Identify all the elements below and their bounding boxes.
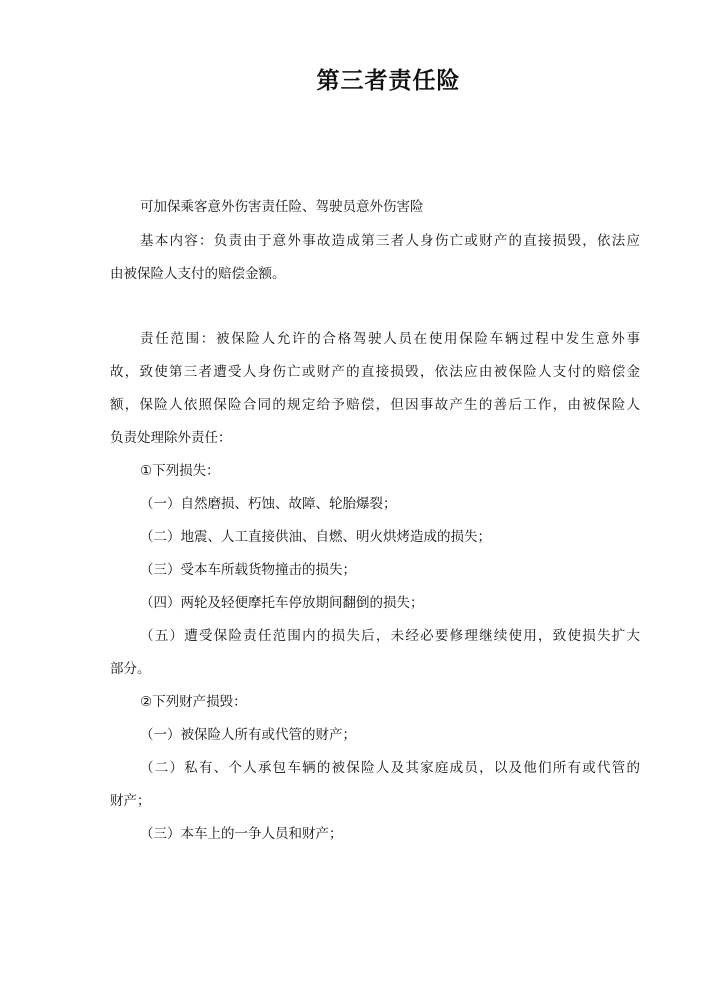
paragraph-line: 由被保险人支付的赔偿金额。 [110, 266, 286, 282]
list-item: （三）本车上的一争人员和财产； [140, 826, 343, 842]
paragraph-line-text: 责任范围：被保险人允许的合格驾驶人员在使用保险车辆过程中发生意外事 [140, 331, 640, 347]
list-item [140, 626, 640, 646]
paragraph-line: 负责处理除外责任： [110, 430, 232, 446]
page-title: 第三者责任险 [316, 68, 461, 94]
list-item [140, 758, 640, 778]
paragraph-line: 可加保乘客意外伤害责任险、驾驶员意外伤害险 [140, 199, 424, 215]
paragraph-line [140, 231, 640, 251]
list-item: （二）地震、人工直接供油、自燃、明火烘烤造成的损失； [140, 529, 491, 545]
paragraph-line [140, 329, 640, 349]
paragraph-line-text: 故，致使第三者遭受人身伤亡或财产的直接损毁，依法应由被保险人支付的赔偿金 [110, 364, 640, 380]
paragraph-line [110, 362, 640, 382]
list-item: （一）被保险人所有或代管的财产； [140, 727, 356, 743]
list-item-continuation: 部分。 [110, 661, 151, 677]
list-heading: ①下列损失： [140, 463, 220, 479]
list-item: （一）自然磨损、朽蚀、故障、轮胎爆裂； [140, 496, 397, 512]
list-item: （四）两轮及轻便摩托车停放期间翻倒的损失； [140, 595, 424, 611]
list-item-continuation: 财产； [110, 793, 151, 809]
list-item: （三）受本车所载货物撞击的损失； [140, 562, 356, 578]
list-item-text: （二）私有、个人承包车辆的被保险人及其家庭成员，以及他们所有或代管的 [140, 760, 640, 776]
list-item-text: （五）遭受保险责任范围内的损失后，未经必要修理继续使用，致使损失扩大 [140, 628, 640, 644]
paragraph-line [110, 395, 640, 415]
paragraph-line-text: 额，保险人依照保险合同的规定给予赔偿，但因事故产生的善后工作，由被保险人 [110, 397, 640, 413]
paragraph-line-text: 基本内容：负责由于意外事故造成第三者人身伤亡或财产的直接损毁，依法应 [140, 233, 640, 249]
list-heading: ②下列财产损毁： [140, 694, 247, 710]
